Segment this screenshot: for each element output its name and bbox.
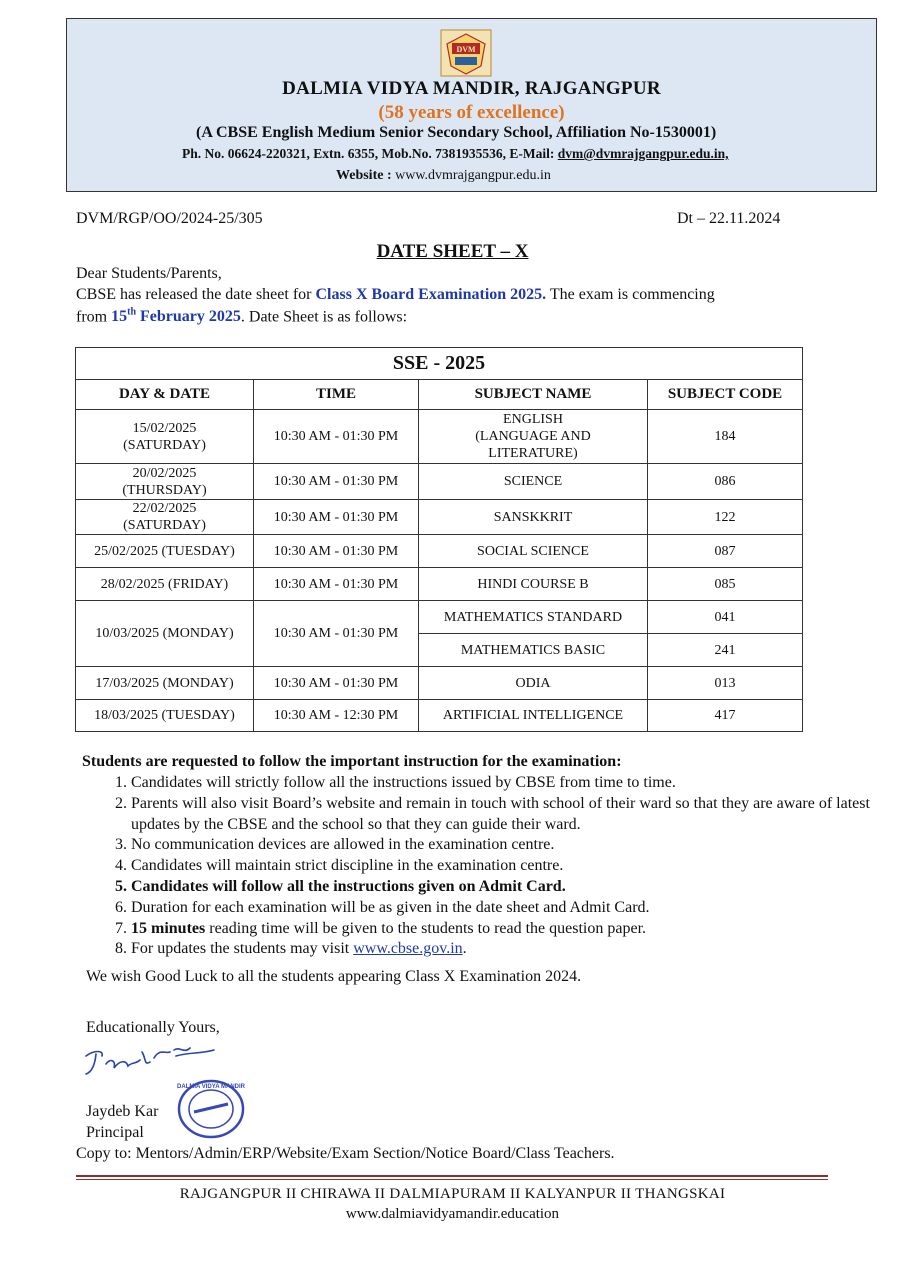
list-item: 1. Candidates will strictly follow all the instructions issued by CBSE from time to time.	[131, 773, 891, 794]
cell-date: 18/03/2025 (TUESDAY)	[76, 700, 254, 732]
intro-line-2	[76, 307, 407, 326]
list-item: 8. For updates the students may visit www.cbse.gov.in.	[131, 939, 891, 960]
cell-subject: MATHEMATICS STANDARD	[419, 601, 648, 634]
contact-phones: Ph. No. 06624-220321, Extn. 6355, Mob.No. 7381935536, E-Mail:	[182, 146, 558, 161]
cell-subject: ENGLISH (LANGUAGE AND LITERATURE)	[419, 410, 648, 464]
cell-code: 417	[648, 700, 803, 732]
cell-date: 20/02/2025 (THURSDAY)	[76, 464, 254, 500]
closing-salutation: Educationally Yours,	[86, 1019, 220, 1036]
cell-time: 10:30 AM - 01:30 PM	[254, 568, 419, 601]
intro-text: . Date Sheet is as follows:	[240, 308, 408, 326]
cell-subject: MATHEMATICS BASIC	[419, 634, 648, 667]
cell-code: 184	[648, 410, 803, 464]
list-item: 7. 15 minutes reading time will be given to the students to read the question paper.	[131, 919, 891, 940]
copy-to: Copy to: Mentors/Admin/ERP/Website/Exam Section/Notice Board/Class Teachers.	[76, 1145, 615, 1162]
cell-time: 10:30 AM - 01:30 PM	[254, 667, 419, 700]
signatory-name: Jaydeb Kar	[86, 1103, 159, 1120]
affiliation: (A CBSE English Medium Senior Secondary School, Affiliation No-1530001)	[196, 124, 717, 141]
page-title: DATE SHEET – X	[376, 241, 529, 262]
exam-name-highlight: Class X Board Examination 2025.	[315, 286, 547, 303]
cell-subject: ARTIFICIAL INTELLIGENCE	[419, 700, 648, 732]
col-header-subject-name: SUBJECT NAME	[419, 380, 648, 410]
list-item: 3. No communication devices are allowed in the examination centre.	[131, 835, 891, 856]
website-line	[336, 168, 551, 184]
instructions-title: Students are requested to follow the important instruction for the examination:	[82, 753, 622, 770]
cell-date: 25/02/2025 (TUESDAY)	[76, 535, 254, 568]
intro-line-1	[76, 286, 715, 304]
start-date-highlight: 15th February 2025	[111, 307, 241, 326]
website-link[interactable]: www.dvmrajgangpur.edu.in	[395, 168, 551, 183]
svg-text:DALMIA VIDYA MANDIR: DALMIA VIDYA MANDIR	[176, 1084, 246, 1090]
cell-time: 10:30 AM - 12:30 PM	[254, 700, 419, 732]
cell-date: 28/02/2025 (FRIDAY)	[76, 568, 254, 601]
cell-code: 013	[648, 667, 803, 700]
list-item: 2. Parents will also visit Board’s website and remain in touch with school of their ward so that they are aware of latest updates by the CBSE and the school so that they can guide their ward.	[131, 794, 891, 836]
table-header-row	[76, 380, 803, 410]
table-row	[76, 535, 803, 568]
footer-divider	[76, 1179, 828, 1180]
svg-text:DVM: DVM	[456, 45, 476, 54]
cell-time: 10:30 AM - 01:30 PM	[254, 464, 419, 500]
table-row	[76, 700, 803, 732]
table-caption-row	[76, 348, 803, 380]
table-row	[76, 601, 803, 634]
table-row	[76, 500, 803, 535]
school-logo	[437, 28, 495, 78]
cell-date: 22/02/2025 (SATURDAY)	[76, 500, 254, 535]
email-link[interactable]: dvm@dvmrajgangpur.edu.in,	[557, 146, 729, 161]
website-label: Website :	[336, 168, 392, 183]
cell-time: 10:30 AM - 01:30 PM	[254, 535, 419, 568]
cbse-website-link[interactable]: www.cbse.gov.in	[353, 940, 463, 958]
intro-text: The exam is commencing	[546, 286, 715, 303]
footer-branches: RAJGANGPUR II CHIRAWA II DALMIAPURAM II KALYANPUR II THANGSKAI	[179, 1186, 726, 1202]
cell-time: 10:30 AM - 01:30 PM	[254, 500, 419, 535]
table-row	[76, 568, 803, 601]
intro-text: from	[76, 308, 112, 326]
signatory-title: Principal	[86, 1124, 144, 1141]
cell-date: 17/03/2025 (MONDAY)	[76, 667, 254, 700]
date-sheet-table	[75, 347, 803, 732]
intro-text: CBSE has released the date sheet for	[76, 286, 316, 303]
cell-code: 241	[648, 634, 803, 667]
good-luck-message: We wish Good Luck to all the students appearing Class X Examination 2024.	[86, 968, 582, 985]
table-row	[76, 667, 803, 700]
contact-line	[182, 146, 728, 162]
cell-subject: SOCIAL SCIENCE	[419, 535, 648, 568]
school-stamp	[176, 1078, 246, 1140]
tagline: (58 years of excellence)	[378, 102, 565, 123]
cell-subject: SCIENCE	[419, 464, 648, 500]
cell-date: 15/02/2025 (SATURDAY)	[76, 410, 254, 464]
col-header-time: TIME	[254, 380, 419, 410]
list-item: 6. Duration for each examination will be as given in the date sheet and Admit Card.	[131, 898, 891, 919]
school-name: DALMIA VIDYA MANDIR, RAJGANGPUR	[282, 78, 661, 99]
instructions-list	[104, 773, 891, 960]
letter-date: Dt – 22.11.2024	[677, 210, 781, 227]
cell-code: 041	[648, 601, 803, 634]
cell-code: 087	[648, 535, 803, 568]
cell-subject: HINDI COURSE B	[419, 568, 648, 601]
reference-number: DVM/RGP/OO/2024-25/305	[76, 210, 263, 227]
footer-divider	[76, 1175, 828, 1177]
col-header-subject-code: SUBJECT CODE	[648, 380, 803, 410]
col-header-day-date: DAY & DATE	[76, 380, 254, 410]
cell-code: 086	[648, 464, 803, 500]
table-row	[76, 410, 803, 464]
cell-subject: ODIA	[419, 667, 648, 700]
footer-website[interactable]: www.dalmiavidyamandir.education	[345, 1206, 560, 1222]
cell-date: 10/03/2025 (MONDAY)	[76, 601, 254, 667]
cell-time: 10:30 AM - 01:30 PM	[254, 601, 419, 667]
cell-code: 085	[648, 568, 803, 601]
table-caption: SSE - 2025	[76, 348, 803, 380]
list-item: 4. Candidates will maintain strict discipline in the examination centre.	[131, 856, 891, 877]
list-item: 5. Candidates will follow all the instructions given on Admit Card.	[131, 877, 891, 898]
cell-subject: SANSKKRIT	[419, 500, 648, 535]
cell-code: 122	[648, 500, 803, 535]
table-row	[76, 464, 803, 500]
cell-time: 10:30 AM - 01:30 PM	[254, 410, 419, 464]
greeting: Dear Students/Parents,	[76, 265, 222, 282]
